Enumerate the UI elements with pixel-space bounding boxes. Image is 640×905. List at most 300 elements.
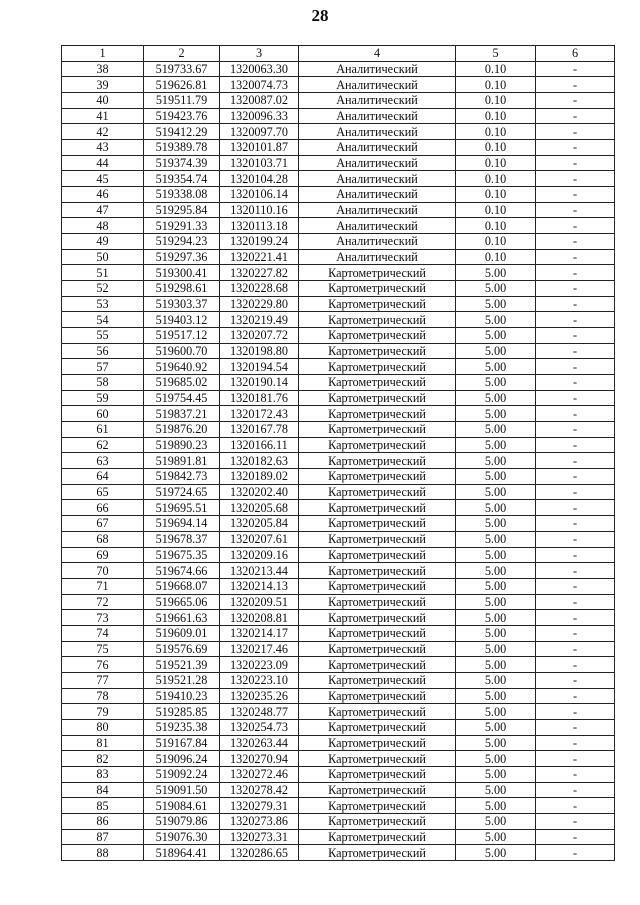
- note-cell: -: [536, 108, 615, 124]
- method-cell: Картометрический: [299, 312, 456, 328]
- method-cell: Картометрический: [299, 469, 456, 485]
- point-number-cell: 65: [62, 484, 144, 500]
- accuracy-cell: 5.00: [456, 547, 536, 563]
- accuracy-cell: 5.00: [456, 735, 536, 751]
- note-cell: -: [536, 234, 615, 250]
- method-cell: Картометрический: [299, 641, 456, 657]
- point-number-cell: 59: [62, 390, 144, 406]
- x-coordinate-cell: 519724.65: [144, 484, 220, 500]
- note-cell: -: [536, 531, 615, 547]
- x-coordinate-cell: 519298.61: [144, 281, 220, 297]
- y-coordinate-cell: 1320087.02: [220, 93, 299, 109]
- accuracy-cell: 5.00: [456, 375, 536, 391]
- x-coordinate-cell: 519303.37: [144, 296, 220, 312]
- y-coordinate-cell: 1320219.49: [220, 312, 299, 328]
- accuracy-cell: 5.00: [456, 610, 536, 626]
- y-coordinate-cell: 1320228.68: [220, 281, 299, 297]
- table-row: [62, 531, 615, 547]
- table-row: [62, 813, 615, 829]
- method-cell: Картометрический: [299, 531, 456, 547]
- note-cell: -: [536, 155, 615, 171]
- note-cell: -: [536, 375, 615, 391]
- point-number-cell: 60: [62, 406, 144, 422]
- point-number-cell: 47: [62, 202, 144, 218]
- accuracy-cell: 5.00: [456, 688, 536, 704]
- x-coordinate-cell: 519678.37: [144, 531, 220, 547]
- x-coordinate-cell: 519842.73: [144, 469, 220, 485]
- y-coordinate-cell: 1320279.31: [220, 798, 299, 814]
- method-cell: Картометрический: [299, 390, 456, 406]
- y-coordinate-cell: 1320166.11: [220, 437, 299, 453]
- point-number-cell: 51: [62, 265, 144, 281]
- x-coordinate-cell: 519295.84: [144, 202, 220, 218]
- y-coordinate-cell: 1320221.41: [220, 249, 299, 265]
- accuracy-cell: 5.00: [456, 845, 536, 861]
- method-cell: Картометрический: [299, 657, 456, 673]
- point-number-cell: 57: [62, 359, 144, 375]
- point-number-cell: 48: [62, 218, 144, 234]
- accuracy-cell: 5.00: [456, 437, 536, 453]
- point-number-cell: 71: [62, 578, 144, 594]
- note-cell: -: [536, 845, 615, 861]
- accuracy-cell: 5.00: [456, 594, 536, 610]
- x-coordinate-cell: 519576.69: [144, 641, 220, 657]
- y-coordinate-cell: 1320273.86: [220, 813, 299, 829]
- method-cell: Аналитический: [299, 249, 456, 265]
- table-row: [62, 249, 615, 265]
- note-cell: -: [536, 625, 615, 641]
- x-coordinate-cell: 519091.50: [144, 782, 220, 798]
- x-coordinate-cell: 519285.85: [144, 704, 220, 720]
- accuracy-cell: 5.00: [456, 531, 536, 547]
- y-coordinate-cell: 1320181.76: [220, 390, 299, 406]
- x-coordinate-cell: 519084.61: [144, 798, 220, 814]
- point-number-cell: 83: [62, 766, 144, 782]
- y-coordinate-cell: 1320205.84: [220, 516, 299, 532]
- table-row: [62, 328, 615, 344]
- accuracy-cell: 5.00: [456, 563, 536, 579]
- method-cell: Картометрический: [299, 343, 456, 359]
- table-row: [62, 61, 615, 77]
- point-number-cell: 80: [62, 719, 144, 735]
- method-cell: Картометрический: [299, 437, 456, 453]
- table-row: [62, 735, 615, 751]
- point-number-cell: 66: [62, 500, 144, 516]
- table-row: [62, 484, 615, 500]
- y-coordinate-cell: 1320207.61: [220, 531, 299, 547]
- table-row: [62, 610, 615, 626]
- table-row: [62, 845, 615, 861]
- x-coordinate-cell: 519890.23: [144, 437, 220, 453]
- accuracy-cell: 5.00: [456, 453, 536, 469]
- table-row: [62, 500, 615, 516]
- note-cell: -: [536, 218, 615, 234]
- y-coordinate-cell: 1320286.65: [220, 845, 299, 861]
- point-number-cell: 54: [62, 312, 144, 328]
- x-coordinate-cell: 519733.67: [144, 61, 220, 77]
- point-number-cell: 74: [62, 625, 144, 641]
- table-row: [62, 625, 615, 641]
- note-cell: -: [536, 359, 615, 375]
- table-row: [62, 547, 615, 563]
- point-number-cell: 82: [62, 751, 144, 767]
- table-row: [62, 641, 615, 657]
- table-row: [62, 375, 615, 391]
- x-coordinate-cell: 519167.84: [144, 735, 220, 751]
- column-header: 4: [299, 46, 456, 62]
- point-number-cell: 41: [62, 108, 144, 124]
- accuracy-cell: 5.00: [456, 469, 536, 485]
- method-cell: Картометрический: [299, 688, 456, 704]
- y-coordinate-cell: 1320229.80: [220, 296, 299, 312]
- y-coordinate-cell: 1320199.24: [220, 234, 299, 250]
- table-row: [62, 155, 615, 171]
- method-cell: Аналитический: [299, 187, 456, 203]
- note-cell: -: [536, 547, 615, 563]
- accuracy-cell: 5.00: [456, 328, 536, 344]
- x-coordinate-cell: 519389.78: [144, 140, 220, 156]
- accuracy-cell: 0.10: [456, 124, 536, 140]
- y-coordinate-cell: 1320273.31: [220, 829, 299, 845]
- method-cell: Аналитический: [299, 218, 456, 234]
- point-number-cell: 55: [62, 328, 144, 344]
- table-row: [62, 469, 615, 485]
- x-coordinate-cell: 519626.81: [144, 77, 220, 93]
- y-coordinate-cell: 1320194.54: [220, 359, 299, 375]
- x-coordinate-cell: 519521.28: [144, 672, 220, 688]
- y-coordinate-cell: 1320103.71: [220, 155, 299, 171]
- method-cell: Аналитический: [299, 124, 456, 140]
- point-number-cell: 67: [62, 516, 144, 532]
- table-row: [62, 202, 615, 218]
- accuracy-cell: 5.00: [456, 312, 536, 328]
- point-number-cell: 72: [62, 594, 144, 610]
- method-cell: Картометрический: [299, 500, 456, 516]
- point-number-cell: 43: [62, 140, 144, 156]
- x-coordinate-cell: 519609.01: [144, 625, 220, 641]
- x-coordinate-cell: 519511.79: [144, 93, 220, 109]
- point-number-cell: 77: [62, 672, 144, 688]
- note-cell: -: [536, 657, 615, 673]
- table-row: [62, 594, 615, 610]
- x-coordinate-cell: 519674.66: [144, 563, 220, 579]
- y-coordinate-cell: 1320223.09: [220, 657, 299, 673]
- x-coordinate-cell: 518964.41: [144, 845, 220, 861]
- method-cell: Картометрический: [299, 845, 456, 861]
- table-row: [62, 751, 615, 767]
- accuracy-cell: 0.10: [456, 61, 536, 77]
- method-cell: Картометрический: [299, 547, 456, 563]
- point-number-cell: 40: [62, 93, 144, 109]
- method-cell: Картометрический: [299, 719, 456, 735]
- x-coordinate-cell: 519374.39: [144, 155, 220, 171]
- accuracy-cell: 5.00: [456, 625, 536, 641]
- note-cell: -: [536, 296, 615, 312]
- point-number-cell: 88: [62, 845, 144, 861]
- y-coordinate-cell: 1320074.73: [220, 77, 299, 93]
- y-coordinate-cell: 1320207.72: [220, 328, 299, 344]
- note-cell: -: [536, 798, 615, 814]
- table-row: [62, 672, 615, 688]
- note-cell: -: [536, 171, 615, 187]
- accuracy-cell: 5.00: [456, 657, 536, 673]
- method-cell: Картометрический: [299, 359, 456, 375]
- method-cell: Картометрический: [299, 813, 456, 829]
- accuracy-cell: 5.00: [456, 813, 536, 829]
- note-cell: -: [536, 202, 615, 218]
- note-cell: -: [536, 829, 615, 845]
- accuracy-cell: 5.00: [456, 578, 536, 594]
- accuracy-cell: 5.00: [456, 406, 536, 422]
- y-coordinate-cell: 1320227.82: [220, 265, 299, 281]
- note-cell: -: [536, 328, 615, 344]
- x-coordinate-cell: 519092.24: [144, 766, 220, 782]
- note-cell: -: [536, 735, 615, 751]
- point-number-cell: 49: [62, 234, 144, 250]
- y-coordinate-cell: 1320214.13: [220, 578, 299, 594]
- point-number-cell: 61: [62, 422, 144, 438]
- x-coordinate-cell: 519338.08: [144, 187, 220, 203]
- table-row: [62, 359, 615, 375]
- point-number-cell: 78: [62, 688, 144, 704]
- y-coordinate-cell: 1320235.26: [220, 688, 299, 704]
- table-body: [62, 61, 615, 860]
- accuracy-cell: 5.00: [456, 296, 536, 312]
- point-number-cell: 79: [62, 704, 144, 720]
- y-coordinate-cell: 1320198.80: [220, 343, 299, 359]
- table-row: [62, 390, 615, 406]
- accuracy-cell: 5.00: [456, 782, 536, 798]
- note-cell: -: [536, 343, 615, 359]
- note-cell: -: [536, 484, 615, 500]
- method-cell: Аналитический: [299, 155, 456, 171]
- table-header-row: [62, 46, 615, 62]
- y-coordinate-cell: 1320063.30: [220, 61, 299, 77]
- x-coordinate-cell: 519695.51: [144, 500, 220, 516]
- x-coordinate-cell: 519661.63: [144, 610, 220, 626]
- accuracy-cell: 0.10: [456, 234, 536, 250]
- note-cell: -: [536, 437, 615, 453]
- note-cell: -: [536, 641, 615, 657]
- point-number-cell: 52: [62, 281, 144, 297]
- method-cell: Картометрический: [299, 782, 456, 798]
- x-coordinate-cell: 519412.29: [144, 124, 220, 140]
- note-cell: -: [536, 77, 615, 93]
- y-coordinate-cell: 1320101.87: [220, 140, 299, 156]
- note-cell: -: [536, 766, 615, 782]
- note-cell: -: [536, 719, 615, 735]
- note-cell: -: [536, 265, 615, 281]
- table-row: [62, 218, 615, 234]
- table-row: [62, 312, 615, 328]
- y-coordinate-cell: 1320172.43: [220, 406, 299, 422]
- table-row: [62, 281, 615, 297]
- method-cell: Картометрический: [299, 563, 456, 579]
- x-coordinate-cell: 519876.20: [144, 422, 220, 438]
- x-coordinate-cell: 519423.76: [144, 108, 220, 124]
- table-row: [62, 657, 615, 673]
- accuracy-cell: 5.00: [456, 422, 536, 438]
- table-row: [62, 108, 615, 124]
- point-number-cell: 64: [62, 469, 144, 485]
- page-number: 28: [311, 6, 329, 25]
- note-cell: -: [536, 782, 615, 798]
- note-cell: -: [536, 124, 615, 140]
- method-cell: Аналитический: [299, 202, 456, 218]
- column-header: 1: [62, 46, 144, 62]
- accuracy-cell: 5.00: [456, 704, 536, 720]
- accuracy-cell: 5.00: [456, 641, 536, 657]
- accuracy-cell: 0.10: [456, 155, 536, 171]
- table-row: [62, 453, 615, 469]
- y-coordinate-cell: 1320214.17: [220, 625, 299, 641]
- x-coordinate-cell: 519675.35: [144, 547, 220, 563]
- point-number-cell: 38: [62, 61, 144, 77]
- method-cell: Картометрический: [299, 265, 456, 281]
- method-cell: Картометрический: [299, 281, 456, 297]
- method-cell: Картометрический: [299, 406, 456, 422]
- method-cell: Картометрический: [299, 735, 456, 751]
- y-coordinate-cell: 1320270.94: [220, 751, 299, 767]
- accuracy-cell: 0.10: [456, 93, 536, 109]
- table-row: [62, 563, 615, 579]
- y-coordinate-cell: 1320104.28: [220, 171, 299, 187]
- method-cell: Картометрический: [299, 484, 456, 500]
- table-row: [62, 93, 615, 109]
- table-row: [62, 688, 615, 704]
- method-cell: Аналитический: [299, 234, 456, 250]
- x-coordinate-cell: 519600.70: [144, 343, 220, 359]
- accuracy-cell: 5.00: [456, 798, 536, 814]
- table-row: [62, 829, 615, 845]
- x-coordinate-cell: 519297.36: [144, 249, 220, 265]
- point-number-cell: 81: [62, 735, 144, 751]
- method-cell: Картометрический: [299, 751, 456, 767]
- table-row: [62, 343, 615, 359]
- y-coordinate-cell: 1320209.51: [220, 594, 299, 610]
- note-cell: -: [536, 516, 615, 532]
- accuracy-cell: 0.10: [456, 140, 536, 156]
- point-number-cell: 75: [62, 641, 144, 657]
- accuracy-cell: 5.00: [456, 281, 536, 297]
- note-cell: -: [536, 751, 615, 767]
- accuracy-cell: 0.10: [456, 108, 536, 124]
- x-coordinate-cell: 519354.74: [144, 171, 220, 187]
- x-coordinate-cell: 519665.06: [144, 594, 220, 610]
- x-coordinate-cell: 519076.30: [144, 829, 220, 845]
- accuracy-cell: 5.00: [456, 516, 536, 532]
- point-number-cell: 53: [62, 296, 144, 312]
- table-row: [62, 516, 615, 532]
- point-number-cell: 44: [62, 155, 144, 171]
- method-cell: Картометрический: [299, 594, 456, 610]
- y-coordinate-cell: 1320167.78: [220, 422, 299, 438]
- table-row: [62, 296, 615, 312]
- x-coordinate-cell: 519685.02: [144, 375, 220, 391]
- y-coordinate-cell: 1320223.10: [220, 672, 299, 688]
- y-coordinate-cell: 1320213.44: [220, 563, 299, 579]
- method-cell: Картометрический: [299, 625, 456, 641]
- x-coordinate-cell: 519291.33: [144, 218, 220, 234]
- note-cell: -: [536, 578, 615, 594]
- accuracy-cell: 5.00: [456, 829, 536, 845]
- note-cell: -: [536, 312, 615, 328]
- y-coordinate-cell: 1320190.14: [220, 375, 299, 391]
- method-cell: Аналитический: [299, 171, 456, 187]
- point-number-cell: 70: [62, 563, 144, 579]
- method-cell: Картометрический: [299, 422, 456, 438]
- y-coordinate-cell: 1320272.46: [220, 766, 299, 782]
- x-coordinate-cell: 519517.12: [144, 328, 220, 344]
- table-row: [62, 140, 615, 156]
- method-cell: Картометрический: [299, 328, 456, 344]
- point-number-cell: 39: [62, 77, 144, 93]
- x-coordinate-cell: 519891.81: [144, 453, 220, 469]
- x-coordinate-cell: 519521.39: [144, 657, 220, 673]
- note-cell: -: [536, 390, 615, 406]
- accuracy-cell: 5.00: [456, 766, 536, 782]
- method-cell: Картометрический: [299, 375, 456, 391]
- y-coordinate-cell: 1320097.70: [220, 124, 299, 140]
- coordinates-table: [61, 45, 615, 861]
- column-header: 6: [536, 46, 615, 62]
- accuracy-cell: 5.00: [456, 484, 536, 500]
- y-coordinate-cell: 1320254.73: [220, 719, 299, 735]
- point-number-cell: 56: [62, 343, 144, 359]
- note-cell: -: [536, 453, 615, 469]
- x-coordinate-cell: 519837.21: [144, 406, 220, 422]
- accuracy-cell: 5.00: [456, 359, 536, 375]
- y-coordinate-cell: 1320208.81: [220, 610, 299, 626]
- method-cell: Картометрический: [299, 516, 456, 532]
- note-cell: -: [536, 61, 615, 77]
- table-row: [62, 798, 615, 814]
- method-cell: Аналитический: [299, 61, 456, 77]
- y-coordinate-cell: 1320113.18: [220, 218, 299, 234]
- method-cell: Картометрический: [299, 798, 456, 814]
- point-number-cell: 58: [62, 375, 144, 391]
- note-cell: -: [536, 688, 615, 704]
- y-coordinate-cell: 1320248.77: [220, 704, 299, 720]
- accuracy-cell: 5.00: [456, 265, 536, 281]
- point-number-cell: 42: [62, 124, 144, 140]
- accuracy-cell: 0.10: [456, 187, 536, 203]
- note-cell: -: [536, 594, 615, 610]
- table-row: [62, 187, 615, 203]
- y-coordinate-cell: 1320217.46: [220, 641, 299, 657]
- point-number-cell: 84: [62, 782, 144, 798]
- table-row: [62, 578, 615, 594]
- table-row: [62, 124, 615, 140]
- table-row: [62, 265, 615, 281]
- accuracy-cell: 0.10: [456, 249, 536, 265]
- accuracy-cell: 0.10: [456, 202, 536, 218]
- column-header: 2: [144, 46, 220, 62]
- column-header: 5: [456, 46, 536, 62]
- y-coordinate-cell: 1320110.16: [220, 202, 299, 218]
- method-cell: Картометрический: [299, 610, 456, 626]
- point-number-cell: 45: [62, 171, 144, 187]
- accuracy-cell: 5.00: [456, 500, 536, 516]
- table-row: [62, 704, 615, 720]
- column-header: 3: [220, 46, 299, 62]
- method-cell: Картометрический: [299, 578, 456, 594]
- point-number-cell: 50: [62, 249, 144, 265]
- point-number-cell: 68: [62, 531, 144, 547]
- y-coordinate-cell: 1320106.14: [220, 187, 299, 203]
- note-cell: -: [536, 281, 615, 297]
- y-coordinate-cell: 1320205.68: [220, 500, 299, 516]
